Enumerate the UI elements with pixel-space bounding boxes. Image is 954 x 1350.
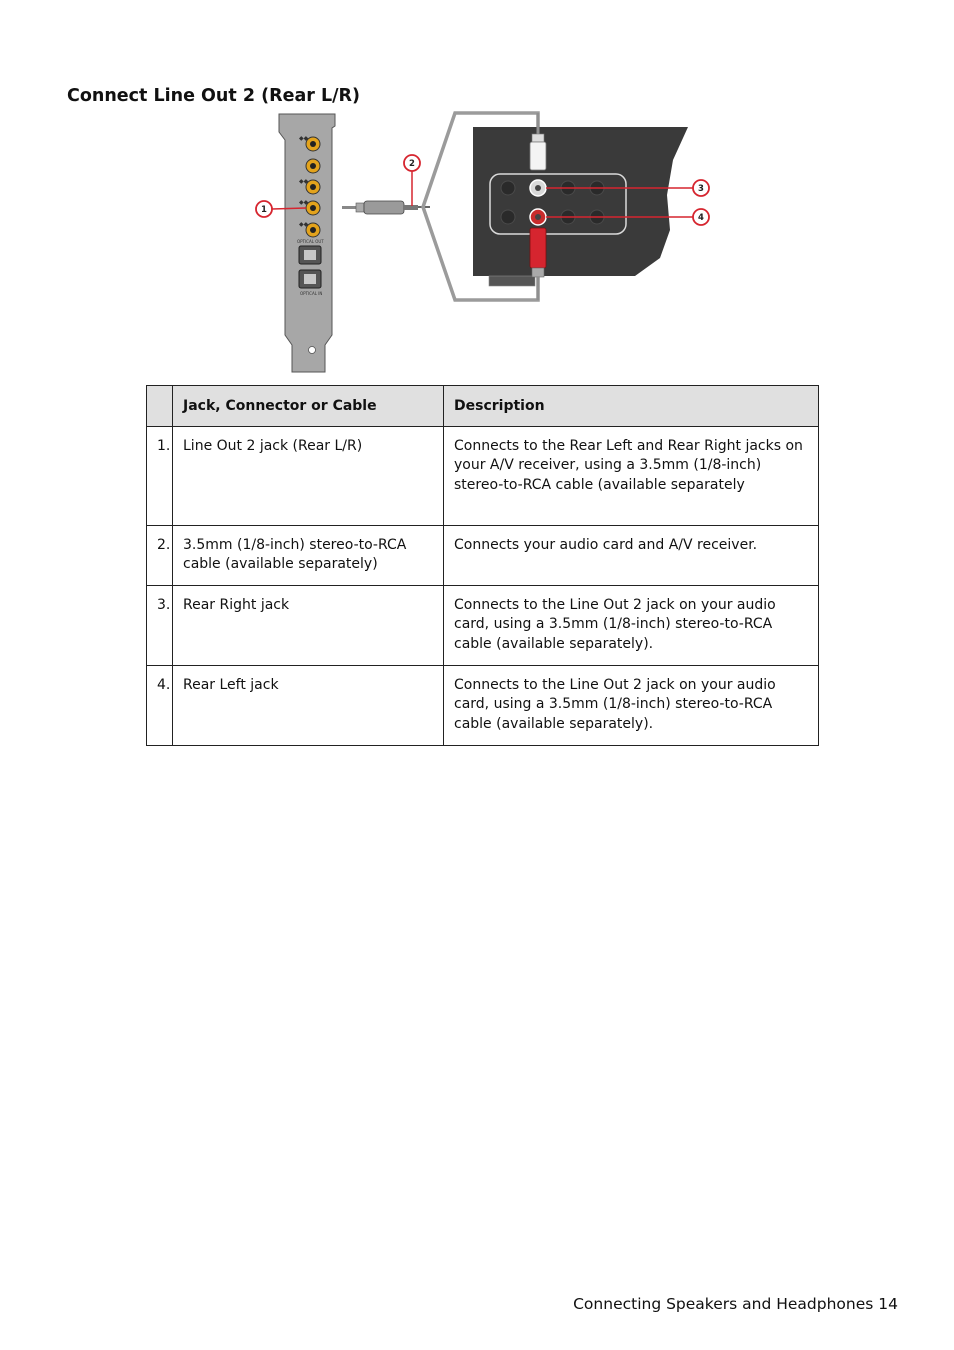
row-number: 3. xyxy=(147,585,173,665)
row-description: Connects to the Rear Left and Rear Right jacks on your A/V receiver, using a 3.5mm (1/8-inch) stereo-to-RCA cable (available separately xyxy=(444,426,819,525)
svg-text:◆◆: ◆◆ xyxy=(299,135,309,142)
page-footer: Connecting Speakers and Headphones 14 xyxy=(573,1295,898,1313)
rca-red-plug xyxy=(530,209,546,300)
row-item: Line Out 2 jack (Rear L/R) xyxy=(173,426,444,525)
header-description: Description xyxy=(444,386,819,427)
optical-in-label: OPTICAL IN xyxy=(300,291,323,296)
row-number: 1. xyxy=(147,426,173,525)
row-item: 3.5mm (1/8-inch) stereo-to-RCA cable (available separately) xyxy=(173,525,444,585)
connector-table xyxy=(146,385,819,746)
row-description: Connects to the Line Out 2 jack on your audio card, using a 3.5mm (1/8-inch) stereo-to-RCA cable (available separately). xyxy=(444,665,819,745)
svg-text:◆◆: ◆◆ xyxy=(299,221,309,228)
row-number: 4. xyxy=(147,665,173,745)
connection-diagram xyxy=(245,110,725,375)
row-number: 2. xyxy=(147,525,173,585)
svg-text:◆◆: ◆◆ xyxy=(299,178,309,185)
av-receiver-panel xyxy=(473,127,688,286)
row-item: Rear Left jack xyxy=(173,665,444,745)
row-description: Connects to the Line Out 2 jack on your audio card, using a 3.5mm (1/8-inch) stereo-to-RCA cable (available separately). xyxy=(444,585,819,665)
callout-1-label: 1 xyxy=(261,205,267,215)
stereo-plug xyxy=(342,201,430,214)
callout-2 xyxy=(404,155,420,206)
table-row xyxy=(147,426,819,525)
row-item: Rear Right jack xyxy=(173,585,444,665)
callout-4-label: 4 xyxy=(698,213,704,223)
callout-3-label: 3 xyxy=(698,184,704,194)
callout-2-label: 2 xyxy=(409,159,415,169)
table-header-row xyxy=(147,386,819,427)
section-heading: Connect Line Out 2 (Rear L/R) xyxy=(67,86,361,106)
svg-text:◆◆: ◆◆ xyxy=(299,199,309,206)
row-description: Connects your audio card and A/V receiver. xyxy=(444,525,819,585)
header-number xyxy=(147,386,173,427)
header-item: Jack, Connector or Cable xyxy=(173,386,444,427)
table-row xyxy=(147,665,819,745)
optical-out-label: OPTICAL OUT xyxy=(297,239,324,244)
table-row xyxy=(147,525,819,585)
table-row xyxy=(147,585,819,665)
rca-white-plug xyxy=(530,113,546,196)
